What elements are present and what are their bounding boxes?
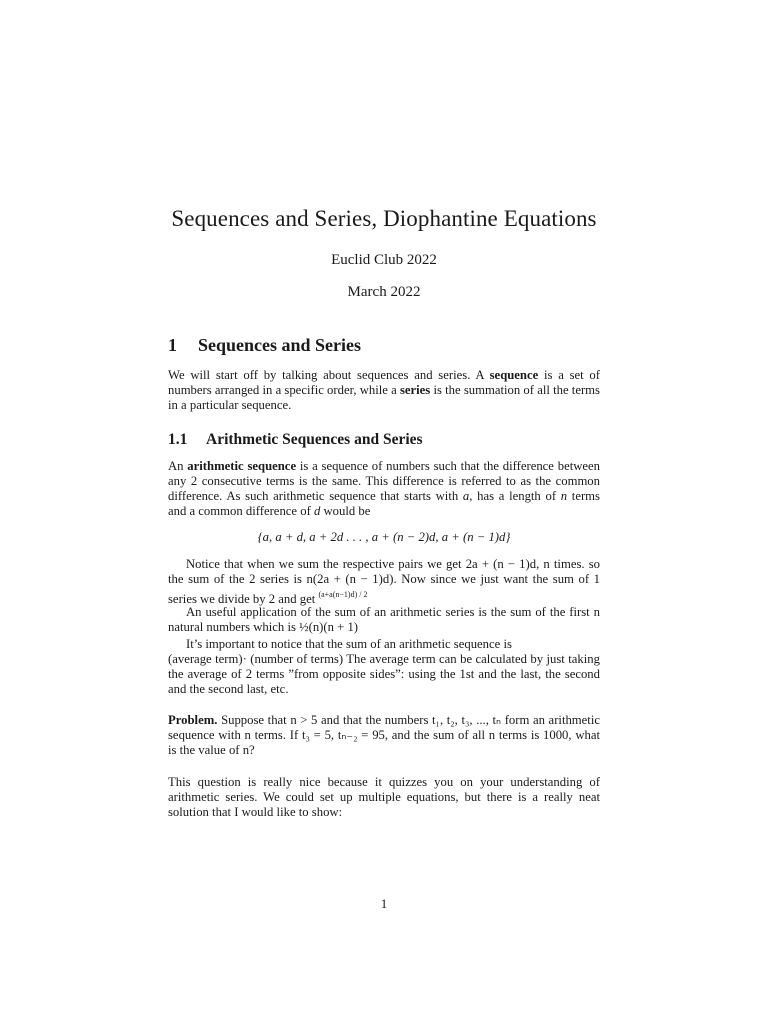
document-date: March 2022 xyxy=(347,284,421,300)
sequence-display-equation: {a, a + d, a + 2d . . . , a + (n − 2)d, a + (n − 1)d} xyxy=(257,530,511,544)
important-paragraph xyxy=(168,637,600,697)
problem-text: Suppose that n > 5 and that the numbers t₁, t₂, t₃, ..., tₙ form an arithmetic sequence with n terms. If t₃ = 5, tₙ₋₂ = 95, and the sum of all n terms is 1000, what is the value of n? xyxy=(168,713,600,757)
intro-text-a: We will start off by talking about sequences and series. A xyxy=(168,368,490,382)
notice-paragraph xyxy=(168,557,600,607)
subsection-number: 1.1 xyxy=(168,431,188,448)
section-heading-1 xyxy=(168,335,361,356)
section-title: Sequences and Series xyxy=(198,335,362,355)
def-text-c: is a sequence of numbers such that the difference between any 2 consecutive terms is the same. This difference is referred to as the common difference. As such arithmetic sequence that starts with xyxy=(168,459,600,503)
var-d: d xyxy=(313,504,321,518)
term-sequence: sequence xyxy=(489,368,539,382)
term-series: series xyxy=(399,383,431,397)
intro-paragraph xyxy=(168,368,600,413)
var-a: a xyxy=(462,489,470,503)
def-text-e: , has a length of xyxy=(469,489,561,503)
intro-text-e: is the summation of all the terms in a particular sequence. xyxy=(168,383,600,412)
var-n: n xyxy=(560,489,568,503)
def-text-a: An xyxy=(168,459,188,473)
important-rest: (average term)· (number of terms) The average term can be calculated by just taking the average of 2 terms ”from opposite sides”: using the 1st and the last, the second and the second last, etc. xyxy=(168,652,600,696)
important-line-1: It’s important to notice that the sum of an arithmetic sequence is xyxy=(186,637,512,651)
def-text-i: would be xyxy=(320,504,371,518)
term-arithmetic-sequence: arithmetic sequence xyxy=(187,459,297,473)
intro-text-c: is a set of numbers arranged in a specific order, while a xyxy=(168,368,601,397)
definition-paragraph xyxy=(168,459,600,519)
page-number: 1 xyxy=(380,896,388,911)
def-text-g: terms and a common difference of xyxy=(168,489,600,518)
document-author: Euclid Club 2022 xyxy=(331,252,437,268)
sum-fraction: (a+a(n−1)d) / 2 xyxy=(318,590,368,599)
section-heading-1-1 xyxy=(168,431,423,449)
problem-paragraph xyxy=(168,713,600,758)
document-title: Sequences and Series, Diophantine Equations xyxy=(171,206,597,231)
useful-paragraph: An useful application of the sum of an arithmetic series is the sum of the first n natural numbers which is ½(n)(n + 1) xyxy=(168,605,600,634)
closing-paragraph: This question is really nice because it quizzes you on your understanding of arithmetic series. We could set up multiple equations, but there is a really neat solution that I would like to show: xyxy=(168,775,600,819)
subsection-title: Arithmetic Sequences and Series xyxy=(206,431,423,448)
problem-label: Problem. xyxy=(168,713,218,727)
notice-text: Notice that when we sum the respective pairs we get 2a + (n − 1)d, n times. so the sum of the 2 series is n(2a + (n − 1)d). Now since we just want the sum of 1 series we divide by 2 and get xyxy=(168,557,600,606)
section-number: 1 xyxy=(168,335,177,355)
